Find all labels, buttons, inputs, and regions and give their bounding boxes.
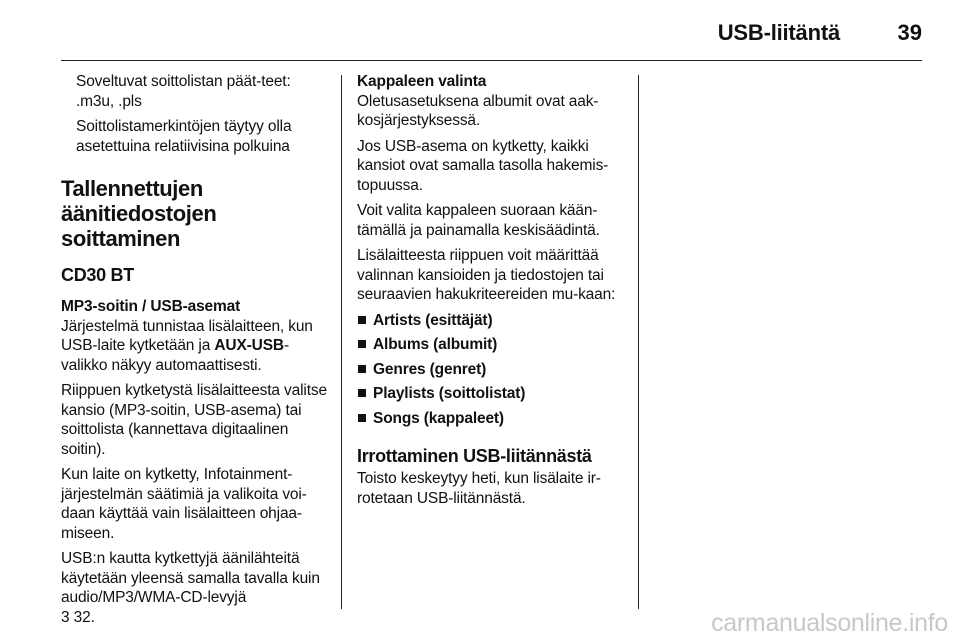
paragraph-1-text-a: Järjestelmä tunnistaa lisälaitteen, kun USB-laite kytketään ja bbox=[61, 317, 313, 354]
right-paragraph-4: Lisälaitteesta riippuen voit määrittää valinnan kansioiden ja tiedostojen tai seuraavien hakukriteereiden mu-kaan: bbox=[357, 247, 616, 303]
page-number: 39 bbox=[897, 20, 922, 45]
section-title: Tallennettujen äänitiedostojen soittaminen bbox=[61, 176, 217, 251]
right-paragraph-3: Voit valita kappaleen suoraan kään-tämällä ja painamalla keskisäädintä. bbox=[357, 202, 600, 239]
subheading: MP3-soitin / USB-asemat bbox=[61, 298, 241, 315]
page-reference: 32. bbox=[69, 608, 95, 626]
paragraph-1 bbox=[61, 317, 329, 376]
intro-text-1: Soveltuvat soittolistan päät-teet: .m3u, .pls bbox=[76, 73, 291, 110]
track-selection-heading: Kappaleen valinta bbox=[357, 73, 487, 90]
list-item: Genres (genret) bbox=[357, 360, 627, 380]
right-paragraph-5: Toisto keskeytyy heti, kun lisälaite ir-rotetaan USB-liitännästä. bbox=[357, 470, 601, 507]
column-divider-1 bbox=[341, 75, 342, 609]
aux-usb-term: AUX-USB bbox=[214, 337, 284, 354]
paragraph-4-text: USB:n kautta kytkettyjä äänilähteitä käytetään yleensä samalla tavalla kuin audio/MP3/WMA-CD-levyjä bbox=[61, 550, 320, 606]
intro-text-2: Soittolistamerkintöjen täytyy olla asetettuina relatiivisina polkuina bbox=[76, 118, 292, 155]
paragraph-4 bbox=[61, 549, 329, 627]
right-column bbox=[357, 72, 627, 514]
subsection-title: CD30 BT bbox=[61, 265, 134, 285]
list-item: Artists (esittäjät) bbox=[357, 311, 627, 331]
right-paragraph-1: Oletusasetuksena albumit ovat aak-kosjärjestyksessä. bbox=[357, 92, 599, 129]
header-rule bbox=[61, 60, 922, 61]
page-reference-arrow-icon: 3 bbox=[61, 608, 70, 626]
search-criteria-list bbox=[357, 311, 627, 429]
paragraph-2: Riippuen kytketystä lisälaitteesta valitse kansio (MP3-soitin, USB-asema) tai soittolista (kannettava digitaalinen soitin). bbox=[61, 382, 327, 458]
list-item: Songs (kappaleet) bbox=[357, 409, 627, 429]
page-header bbox=[0, 0, 960, 62]
list-item: Albums (albumit) bbox=[357, 335, 627, 355]
list-item: Playlists (soittolistat) bbox=[357, 384, 627, 404]
paragraph-3: Kun laite on kytketty, Infotainment-järjestelmän säätimiä ja valikoita voi-daan käyttää vain lisälaitteen ohjaa-miseen. bbox=[61, 466, 307, 542]
paragraph-1-text-b: -valikko näkyy automaattisesti. bbox=[61, 337, 289, 374]
right-paragraph-2: Jos USB-asema on kytketty, kaikki kansiot ovat samalla tasolla hakemis-topuussa. bbox=[357, 137, 609, 194]
disconnect-section-title: Irrottaminen USB-liitännästä bbox=[357, 446, 592, 466]
column-divider-2 bbox=[638, 75, 639, 609]
left-column bbox=[61, 72, 329, 633]
header-title: USB-liitäntä bbox=[717, 20, 840, 45]
watermark: carmanualsonline.info bbox=[711, 609, 948, 637]
